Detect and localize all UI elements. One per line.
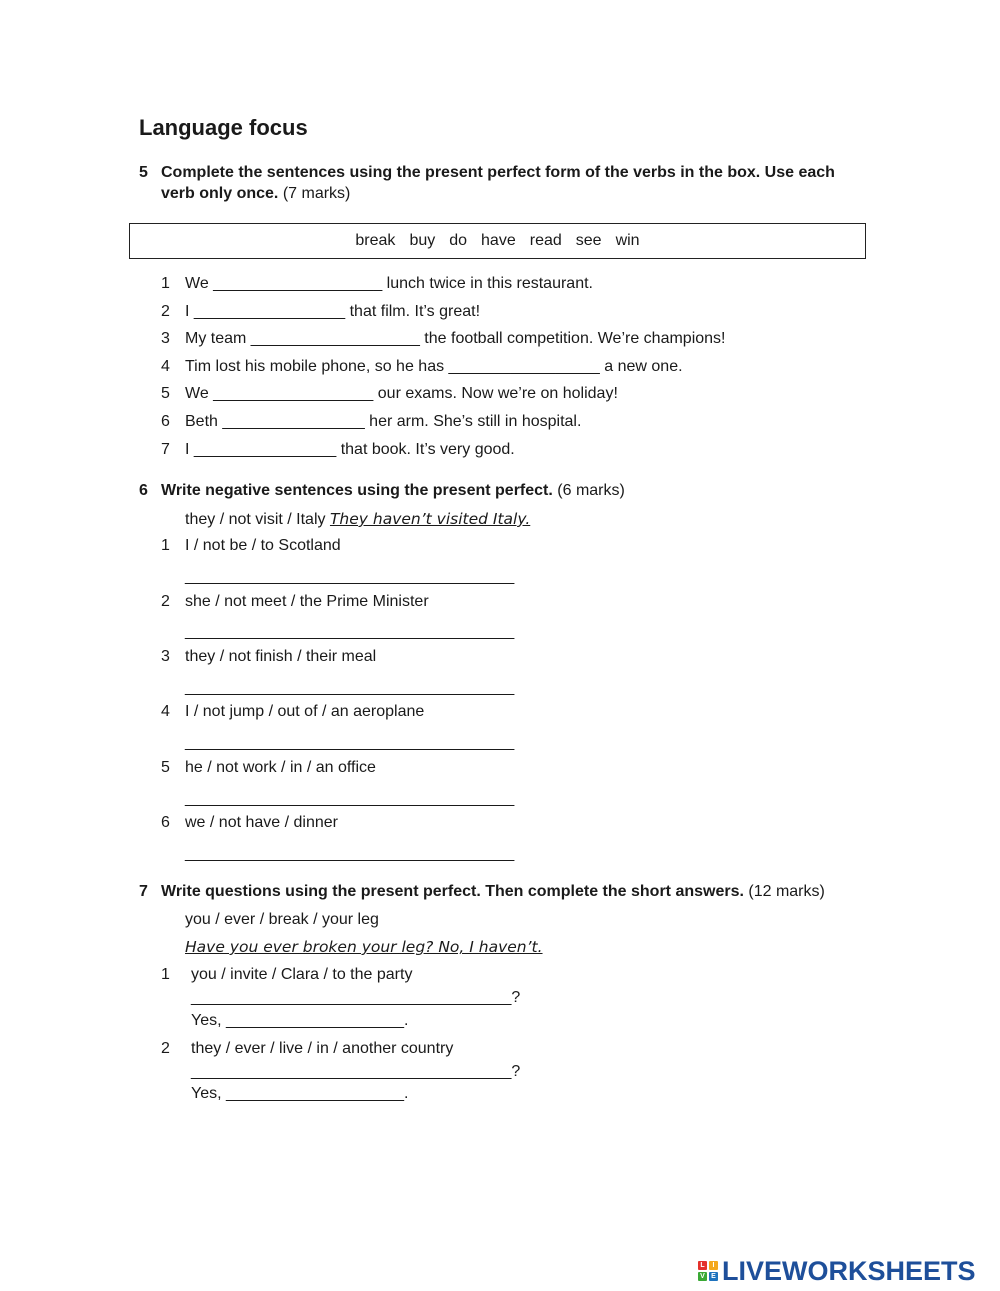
liveworksheets-logo	[698, 1256, 976, 1286]
ex6-marks: (6 marks)	[552, 482, 625, 499]
ex5-item-number: 4	[161, 358, 170, 375]
ex6-item-number: 6	[161, 814, 170, 831]
ex5-item-text[interactable]: We ___________________ lunch twice in this restaurant.	[185, 275, 593, 292]
logo-block: V	[698, 1272, 707, 1281]
logo-block: E	[709, 1272, 718, 1281]
ex7-answer-line[interactable]: Yes, ____________________.	[191, 1085, 409, 1102]
ex6-answer-line[interactable]: _____________________________________	[185, 623, 515, 640]
ex7-question-line[interactable]: ____________________________________?	[191, 989, 521, 1006]
ex6-item-prompt: she / not meet / the Prime Minister	[185, 593, 429, 610]
ex6-example-prompt: they / not visit / Italy	[185, 511, 330, 528]
ex5-item-text[interactable]: We __________________ our exams. Now we’re on holiday!	[185, 385, 618, 402]
ex6-item-number: 1	[161, 537, 170, 554]
ex6-item-prompt: I / not jump / out of / an aeroplane	[185, 703, 425, 720]
ex5-item-number: 7	[161, 441, 170, 458]
ex5-item-text[interactable]: I _________________ that film. It’s great!	[185, 303, 481, 320]
ex5-item-text[interactable]: I ________________ that book. It’s very good.	[185, 441, 515, 458]
ex5-item-number: 6	[161, 413, 170, 430]
verb-word: do	[449, 232, 468, 249]
ex6-example-answer: They haven’t visited Italy.	[329, 510, 531, 528]
ex7-item-number: 2	[161, 1040, 170, 1057]
logo-text: LIVEWORKSHEETS	[722, 1256, 976, 1286]
ex5-item-text[interactable]: My team ___________________ the football competition. We’re champions!	[185, 330, 726, 347]
ex5-item-number: 1	[161, 275, 170, 292]
ex6-item-number: 5	[161, 759, 170, 776]
verb-word: see	[575, 232, 602, 249]
ex6-item-prompt: I / not be / to Scotland	[185, 537, 341, 554]
ex5-item-number: 3	[161, 330, 170, 347]
ex6-answer-line[interactable]: _____________________________________	[185, 679, 515, 696]
ex7-item-prompt: you / invite / Clara / to the party	[191, 966, 413, 983]
ex5-instruction-line1: Complete the sentences using the present perfect form of the verbs in the box. Use each	[161, 164, 835, 181]
ex7-question-line[interactable]: ____________________________________?	[191, 1063, 521, 1080]
ex6-example	[185, 509, 530, 530]
ex5-item-text[interactable]: Tim lost his mobile phone, so he has _________________ a new one.	[185, 358, 683, 375]
ex6-item-prompt: they / not finish / their meal	[185, 648, 377, 665]
ex5-instruction-line2: verb only once.	[161, 185, 279, 202]
ex7-item-prompt: they / ever / live / in / another country	[191, 1040, 454, 1057]
ex5-item-number: 2	[161, 303, 170, 320]
verb-word: break	[355, 232, 396, 249]
logo-blocks-icon	[698, 1261, 718, 1281]
ex6-item-prompt: we / not have / dinner	[185, 814, 338, 831]
ex6-item-number: 2	[161, 593, 170, 610]
ex7-marks: (12 marks)	[743, 883, 825, 900]
verb-word: buy	[409, 232, 436, 249]
ex6-number: 6	[139, 482, 148, 499]
ex6-instruction-wrap	[161, 481, 625, 501]
ex7-example-prompt: you / ever / break / your leg	[185, 911, 379, 928]
ex6-item-number: 4	[161, 703, 170, 720]
ex7-item-number: 1	[161, 966, 170, 983]
ex5-item-number: 5	[161, 385, 170, 402]
page-title: Language focus	[139, 115, 308, 140]
ex6-instruction: Write negative sentences using the present perfect.	[161, 482, 553, 499]
verb-word-box	[129, 223, 866, 259]
ex5-instruction-line2-wrap	[161, 184, 350, 204]
ex6-answer-line[interactable]: _____________________________________	[185, 790, 515, 807]
ex7-answer-line[interactable]: Yes, ____________________.	[191, 1012, 409, 1029]
ex7-instruction: Write questions using the present perfect. Then complete the short answers.	[161, 883, 744, 900]
ex6-answer-line[interactable]: _____________________________________	[185, 568, 515, 585]
verb-word: have	[481, 232, 516, 249]
ex7-example-answer: Have you ever broken your leg? No, I haven’t.	[185, 938, 543, 956]
verb-word: win	[615, 232, 640, 249]
ex5-marks: (7 marks)	[278, 185, 351, 202]
ex6-item-prompt: he / not work / in / an office	[185, 759, 376, 776]
ex5-number: 5	[139, 164, 148, 181]
logo-block: L	[698, 1261, 707, 1270]
logo-block: I	[709, 1261, 718, 1270]
ex6-answer-line[interactable]: _____________________________________	[185, 734, 515, 751]
ex7-instruction-wrap	[161, 882, 825, 902]
verb-word: read	[529, 232, 562, 249]
ex7-number: 7	[139, 883, 148, 900]
ex5-item-text[interactable]: Beth ________________ her arm. She’s still in hospital.	[185, 413, 582, 430]
ex6-item-number: 3	[161, 648, 170, 665]
ex6-answer-line[interactable]: _____________________________________	[185, 845, 515, 862]
